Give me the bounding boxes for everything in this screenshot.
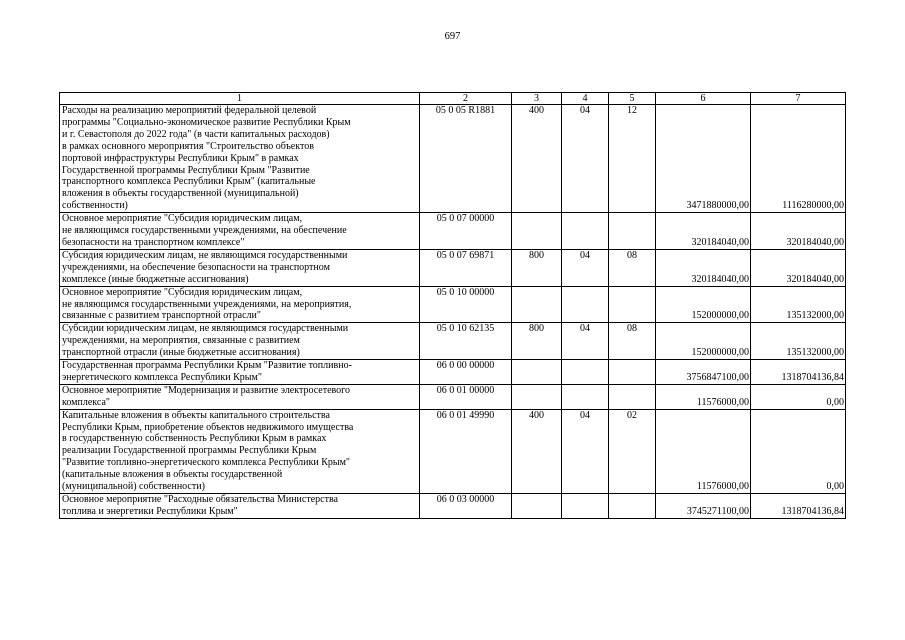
expense-type-cell: 400 — [512, 105, 562, 213]
expense-name-line: "Развитие топливно-энергетического комплекса Республики Крым" — [62, 457, 351, 469]
expense-name-line: учреждениями, на мероприятия, связанные с развитием — [62, 335, 300, 347]
column-header: 3 — [512, 93, 562, 105]
expense-type-cell — [512, 360, 562, 385]
expense-name-line: Государственной программы Республики Крым "Развитие — [62, 164, 310, 176]
expense-name-line: Расходы на реализацию мероприятий федеральной целевой — [62, 105, 317, 116]
target-code-cell: 06 0 01 49990 — [420, 409, 512, 493]
column-header: 4 — [562, 93, 609, 105]
column-header: 2 — [420, 93, 512, 105]
amount-cell: 3756847100,00 — [656, 360, 751, 385]
section-cell: 04 — [562, 409, 609, 493]
amount-cell: 1318704136,84 — [751, 494, 846, 519]
expense-type-cell — [512, 494, 562, 519]
table-header-row — [60, 93, 846, 105]
amount-cell: 3471880000,00 — [656, 105, 751, 213]
expense-type-cell — [512, 286, 562, 323]
expense-name-line: комплексе (иные бюджетные ассигнования) — [62, 273, 249, 285]
amount-cell: 1318704136,84 — [751, 360, 846, 385]
expense-name-line: Капитальные вложения в объекты капитального строительства — [62, 409, 330, 421]
expense-name-line: Субсидии юридическим лицам, не являющимся государственными — [62, 323, 349, 335]
expense-name-line: Государственная программа Республики Крым "Развитие топливно- — [62, 360, 352, 372]
amount-cell: 11576000,00 — [656, 409, 751, 493]
expense-type-cell — [512, 213, 562, 250]
expense-name-line: транспортной отрасли (иные бюджетные ассигнования) — [62, 347, 300, 359]
column-header: 7 — [751, 93, 846, 105]
table-row — [60, 494, 846, 519]
expense-name-cell — [60, 286, 420, 323]
table-row — [60, 249, 846, 286]
target-code-cell: 06 0 03 00000 — [420, 494, 512, 519]
target-code-cell: 05 0 07 00000 — [420, 213, 512, 250]
expense-type-cell: 400 — [512, 409, 562, 493]
subsection-cell — [609, 494, 656, 519]
expense-name-line: программы "Социально-экономическое развитие Республики Крым — [62, 116, 351, 128]
table-row — [60, 323, 846, 360]
table-row — [60, 213, 846, 250]
expense-name-line: комплекса" — [62, 396, 110, 408]
target-code-cell: 05 0 07 69871 — [420, 249, 512, 286]
amount-cell: 1116280000,00 — [751, 105, 846, 213]
amount-cell: 320184040,00 — [656, 213, 751, 250]
amount-cell: 135132000,00 — [751, 286, 846, 323]
expense-name-line: вложения в объекты государственной (муниципальной) — [62, 188, 299, 200]
expense-name-line: безопасности на транспортном комплексе" — [62, 236, 245, 248]
amount-cell: 0,00 — [751, 384, 846, 409]
expense-name-cell — [60, 360, 420, 385]
amount-cell: 152000000,00 — [656, 286, 751, 323]
expense-name-line: Основное мероприятие "Субсидия юридическим лицам, — [62, 213, 303, 225]
subsection-cell: 08 — [609, 323, 656, 360]
table-row — [60, 384, 846, 409]
target-code-cell: 06 0 00 00000 — [420, 360, 512, 385]
table-row — [60, 105, 846, 213]
target-code-cell: 05 0 05 R1881 — [420, 105, 512, 213]
expense-type-cell — [512, 384, 562, 409]
expense-name-cell — [60, 323, 420, 360]
section-cell: 04 — [562, 323, 609, 360]
amount-cell: 320184040,00 — [656, 249, 751, 286]
expense-name-cell — [60, 384, 420, 409]
expense-name-line: не являющимся государственными учреждениями, на мероприятия, — [62, 298, 352, 310]
expense-name-line: не являющимся государственными учреждениями, на обеспечение — [62, 225, 347, 237]
target-code-cell: 05 0 10 62135 — [420, 323, 512, 360]
table-row — [60, 286, 846, 323]
expense-name-line: топлива и энергетики Республики Крым" — [62, 505, 238, 517]
section-cell — [562, 494, 609, 519]
subsection-cell — [609, 360, 656, 385]
page-number: 697 — [444, 31, 461, 42]
column-header: 1 — [60, 93, 420, 105]
amount-cell: 320184040,00 — [751, 249, 846, 286]
amount-cell: 0,00 — [751, 409, 846, 493]
expense-name-line: и г. Севастополя до 2022 года" (в части капитальных расходов) — [62, 128, 330, 140]
subsection-cell — [609, 213, 656, 250]
expense-type-cell: 800 — [512, 323, 562, 360]
subsection-cell — [609, 286, 656, 323]
section-cell: 04 — [562, 105, 609, 213]
expense-name-line: Субсидия юридическим лицам, не являющимся государственными — [62, 249, 348, 261]
subsection-cell: 12 — [609, 105, 656, 213]
expense-name-line: Основное мероприятие "Модернизация и развитие электросетевого — [62, 384, 351, 396]
expense-name-cell — [60, 105, 420, 213]
expense-name-line: связанные с развитием транспортной отрасли" — [62, 310, 261, 322]
table-row — [60, 409, 846, 493]
section-cell — [562, 286, 609, 323]
target-code-cell: 06 0 01 00000 — [420, 384, 512, 409]
expense-name-line: (капитальные вложения в объекты государственной — [62, 469, 283, 481]
expense-type-cell: 800 — [512, 249, 562, 286]
subsection-cell: 08 — [609, 249, 656, 286]
amount-cell: 320184040,00 — [751, 213, 846, 250]
budget-table — [59, 92, 846, 519]
expense-name-line: собственности) — [62, 200, 128, 212]
expense-name-line: Основное мероприятие "Субсидия юридическим лицам, — [62, 286, 303, 298]
expense-name-line: энергетического комплекса Республики Крым" — [62, 371, 262, 383]
section-cell: 04 — [562, 249, 609, 286]
subsection-cell — [609, 384, 656, 409]
expense-name-line: портовой инфраструктуры Республики Крым" в рамках — [62, 152, 299, 164]
expense-name-line: транспортного комплекса Республики Крым" (капитальные — [62, 176, 316, 188]
section-cell — [562, 360, 609, 385]
section-cell — [562, 384, 609, 409]
target-code-cell: 05 0 10 00000 — [420, 286, 512, 323]
expense-name-line: Республики Крым, приобретение объектов недвижимого имущества — [62, 421, 354, 433]
expense-name-line: в рамках основного мероприятия "Строительство объектов — [62, 140, 314, 152]
expense-name-cell — [60, 409, 420, 493]
amount-cell: 11576000,00 — [656, 384, 751, 409]
expense-name-line: (муниципальной) собственности) — [62, 481, 205, 493]
expense-name-cell — [60, 213, 420, 250]
section-cell — [562, 213, 609, 250]
subsection-cell: 02 — [609, 409, 656, 493]
expense-name-line: реализации Государственной программы Республики Крым — [62, 445, 317, 457]
amount-cell: 3745271100,00 — [656, 494, 751, 519]
expense-name-line: Основное мероприятие "Расходные обязательства Министерства — [62, 494, 338, 505]
column-header: 6 — [656, 93, 751, 105]
amount-cell: 152000000,00 — [656, 323, 751, 360]
table-row — [60, 360, 846, 385]
amount-cell: 135132000,00 — [751, 323, 846, 360]
column-header: 5 — [609, 93, 656, 105]
expense-name-cell — [60, 494, 420, 519]
expense-name-line: учреждениями, на обеспечение безопасности на транспортном — [62, 261, 330, 273]
expense-name-line: в государственную собственность Республики Крым в рамках — [62, 433, 327, 445]
expense-name-cell — [60, 249, 420, 286]
